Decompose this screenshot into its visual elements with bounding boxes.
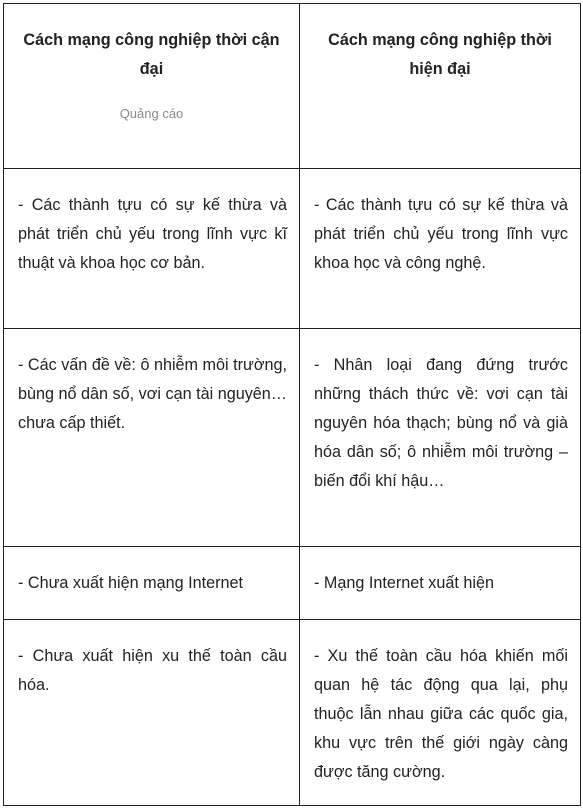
table-cell: - Các thành tựu có sự kế thừa và phát triển chủ yếu trong lĩnh vực kĩ thuật và khoa học cơ bản. (4, 169, 300, 329)
comparison-table (3, 3, 581, 806)
header-label: Cách mạng công nghiệp thời hiện đại (328, 31, 552, 78)
table-cell: - Mạng Internet xuất hiện (300, 547, 581, 620)
table-row (4, 329, 581, 547)
table-row (4, 620, 581, 806)
table-cell: - Các thành tựu có sự kế thừa và phát triển chủ yếu trong lĩnh vực khoa học và công nghệ. (300, 169, 581, 329)
table-cell: - Chưa xuất hiện xu thế toàn cầu hóa. (4, 620, 300, 806)
header-cell-contemporary-era (300, 4, 581, 169)
table-cell: - Nhân loại đang đứng trước những thách thức về: vơi cạn tài nguyên hóa thạch; bùng nổ và già hóa dân số; ô nhiễm môi trường – biến đổi khí hậu… (300, 329, 581, 547)
ad-label: Quảng cáo (119, 106, 184, 121)
header-cell-modern-era (4, 4, 300, 169)
table-row (4, 169, 581, 329)
table-cell: - Xu thế toàn cầu hóa khiến mối quan hệ tác động qua lại, phụ thuộc lẫn nhau giữa các quốc gia, khu vực trên thế giới ngày càng được tăng cường. (300, 620, 581, 806)
table-row (4, 547, 581, 620)
table-cell: - Các vấn đề về: ô nhiễm môi trường, bùng nổ dân số, vơi cạn tài nguyên… chưa cấp thiết. (4, 329, 300, 547)
header-label: Cách mạng công nghiệp thời cận đại (23, 31, 280, 78)
table-header-row (4, 4, 581, 169)
table-cell: - Chưa xuất hiện mạng Internet (4, 547, 300, 620)
